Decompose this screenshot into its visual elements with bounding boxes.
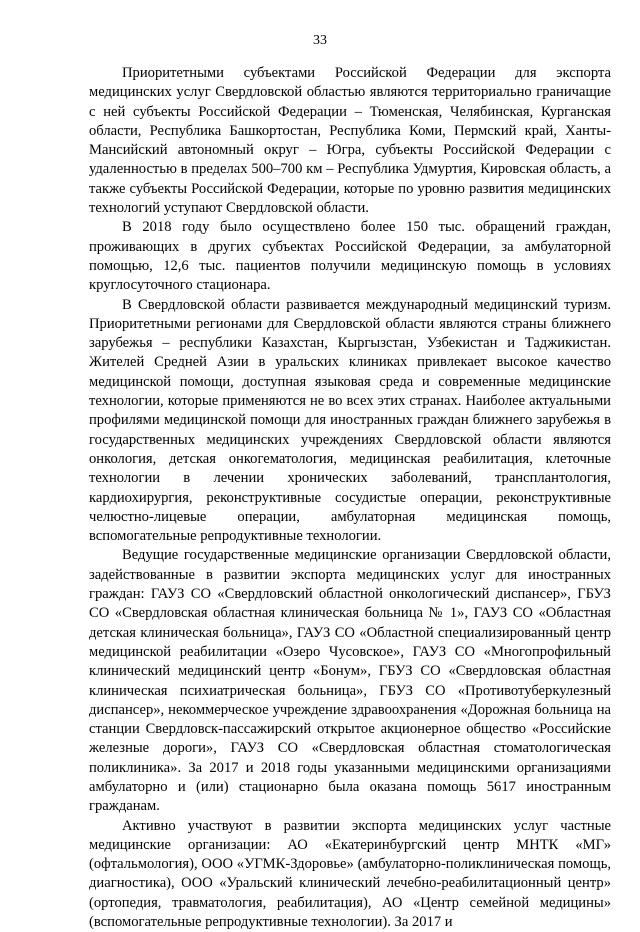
paragraph-state-organizations: Ведущие государственные медицинские организации Свердловской области, задействованные в развитии экспорта медицинских услуг для иностранных граждан: ГАУЗ СО «Свердловский областной онкологический диспансер», ГБУЗ СО «Свердловская областная клиническая больница № 1», ГАУЗ СО «Областная детская клиническая больница», ГАУЗ СО «Областной специализированный центр медицинской реабилитации «Озеро Чусовское», ГАУЗ СО «Многопрофильный клинический медицинский центр «Бонум», ГБУЗ СО «Свердловская областная клиническая психиатрическая больница», ГБУЗ СО «Противотуберкулезный диспансер», некоммерческое учреждение здравоохранения «Дорожная больница на станции Свердловск-пассажирский открытое акционерное общество «Российские железные дороги», ГАУЗ СО «Свердловская областная стоматологическая поликлиника». За 2017 и 2018 годы указанными медицинскими организациями амбулаторно и (или) стационарно была оказана помощь 5617 иностранным гражданам. xyxy=(89,547,611,815)
paragraph-medical-tourism: В Свердловской области развивается международный медицинский туризм. Приоритетными регионами для Свердловской области являются страны ближнего зарубежья – республики Казахстан, Кыргызстан, Узбекистан и Таджикистан. Жителей Средней Азии в уральских клиниках привлекает высокое качество медицинской помощи, доступная языковая среда и современные медицинские технологии, которые применяются не во всех этих странах. Наиболее актуальными профилями медицинской помощи для иностранных граждан ближнего зарубежья в государственных медицинских учреждениях Свердловской области являются онкология, детская онкогематология, медицинская реабилитация, клеточные технологии в лечении хронических заболеваний, трансплантология, кардиохирургия, реконструктивные сосудистые операции, реконструктивные челюстно-лицевые операции, амбулаторная медицинская помощь, вспомогательные репродуктивные технологии. xyxy=(89,296,611,545)
document-body xyxy=(89,64,611,932)
paragraph-export-priority-regions: Приоритетными субъектами Российской Федерации для экспорта медицинских услуг Свердловской областью являются территориально граничащие с ней субъекты Российской Федерации – Тюменская, Челябинская, Курганская области, Республика Башкортостан, Республика Коми, Пермский край, Ханты-Мансийский автономный округ – Югра, субъекты Российской Федерации с удаленностью в пределах 500–700 км – Республика Удмуртия, Кировская область, а также субъекты Российской Федерации, которые по уровню развития медицинских технологий уступают Свердловской области. xyxy=(89,65,611,217)
page-number: 33 xyxy=(313,33,327,48)
paragraph-2018-statistics: В 2018 году было осуществлено более 150 тыс. обращений граждан, проживающих в других субъектах Российской Федерации, за амбулаторной помощью, 12,6 тыс. пациентов получили медицинскую помощь в условиях круглосуточного стационара. xyxy=(89,219,611,294)
paragraph-private-organizations: Активно участвуют в развитии экспорта медицинских услуг частные медицинские организации: АО «Екатеринбургский центр МНТК «МГ» (офтальмология), ООО «УГМК-Здоровье» (амбулаторно-поликлиническая помощь, диагностика), ООО «Уральский клинический лечебно-реабилитационный центр» (ортопедия, травматология, реабилитация), АО «Центр семейной медицины» (вспомогательные репродуктивные технологии). За 2017 и xyxy=(89,817,611,931)
